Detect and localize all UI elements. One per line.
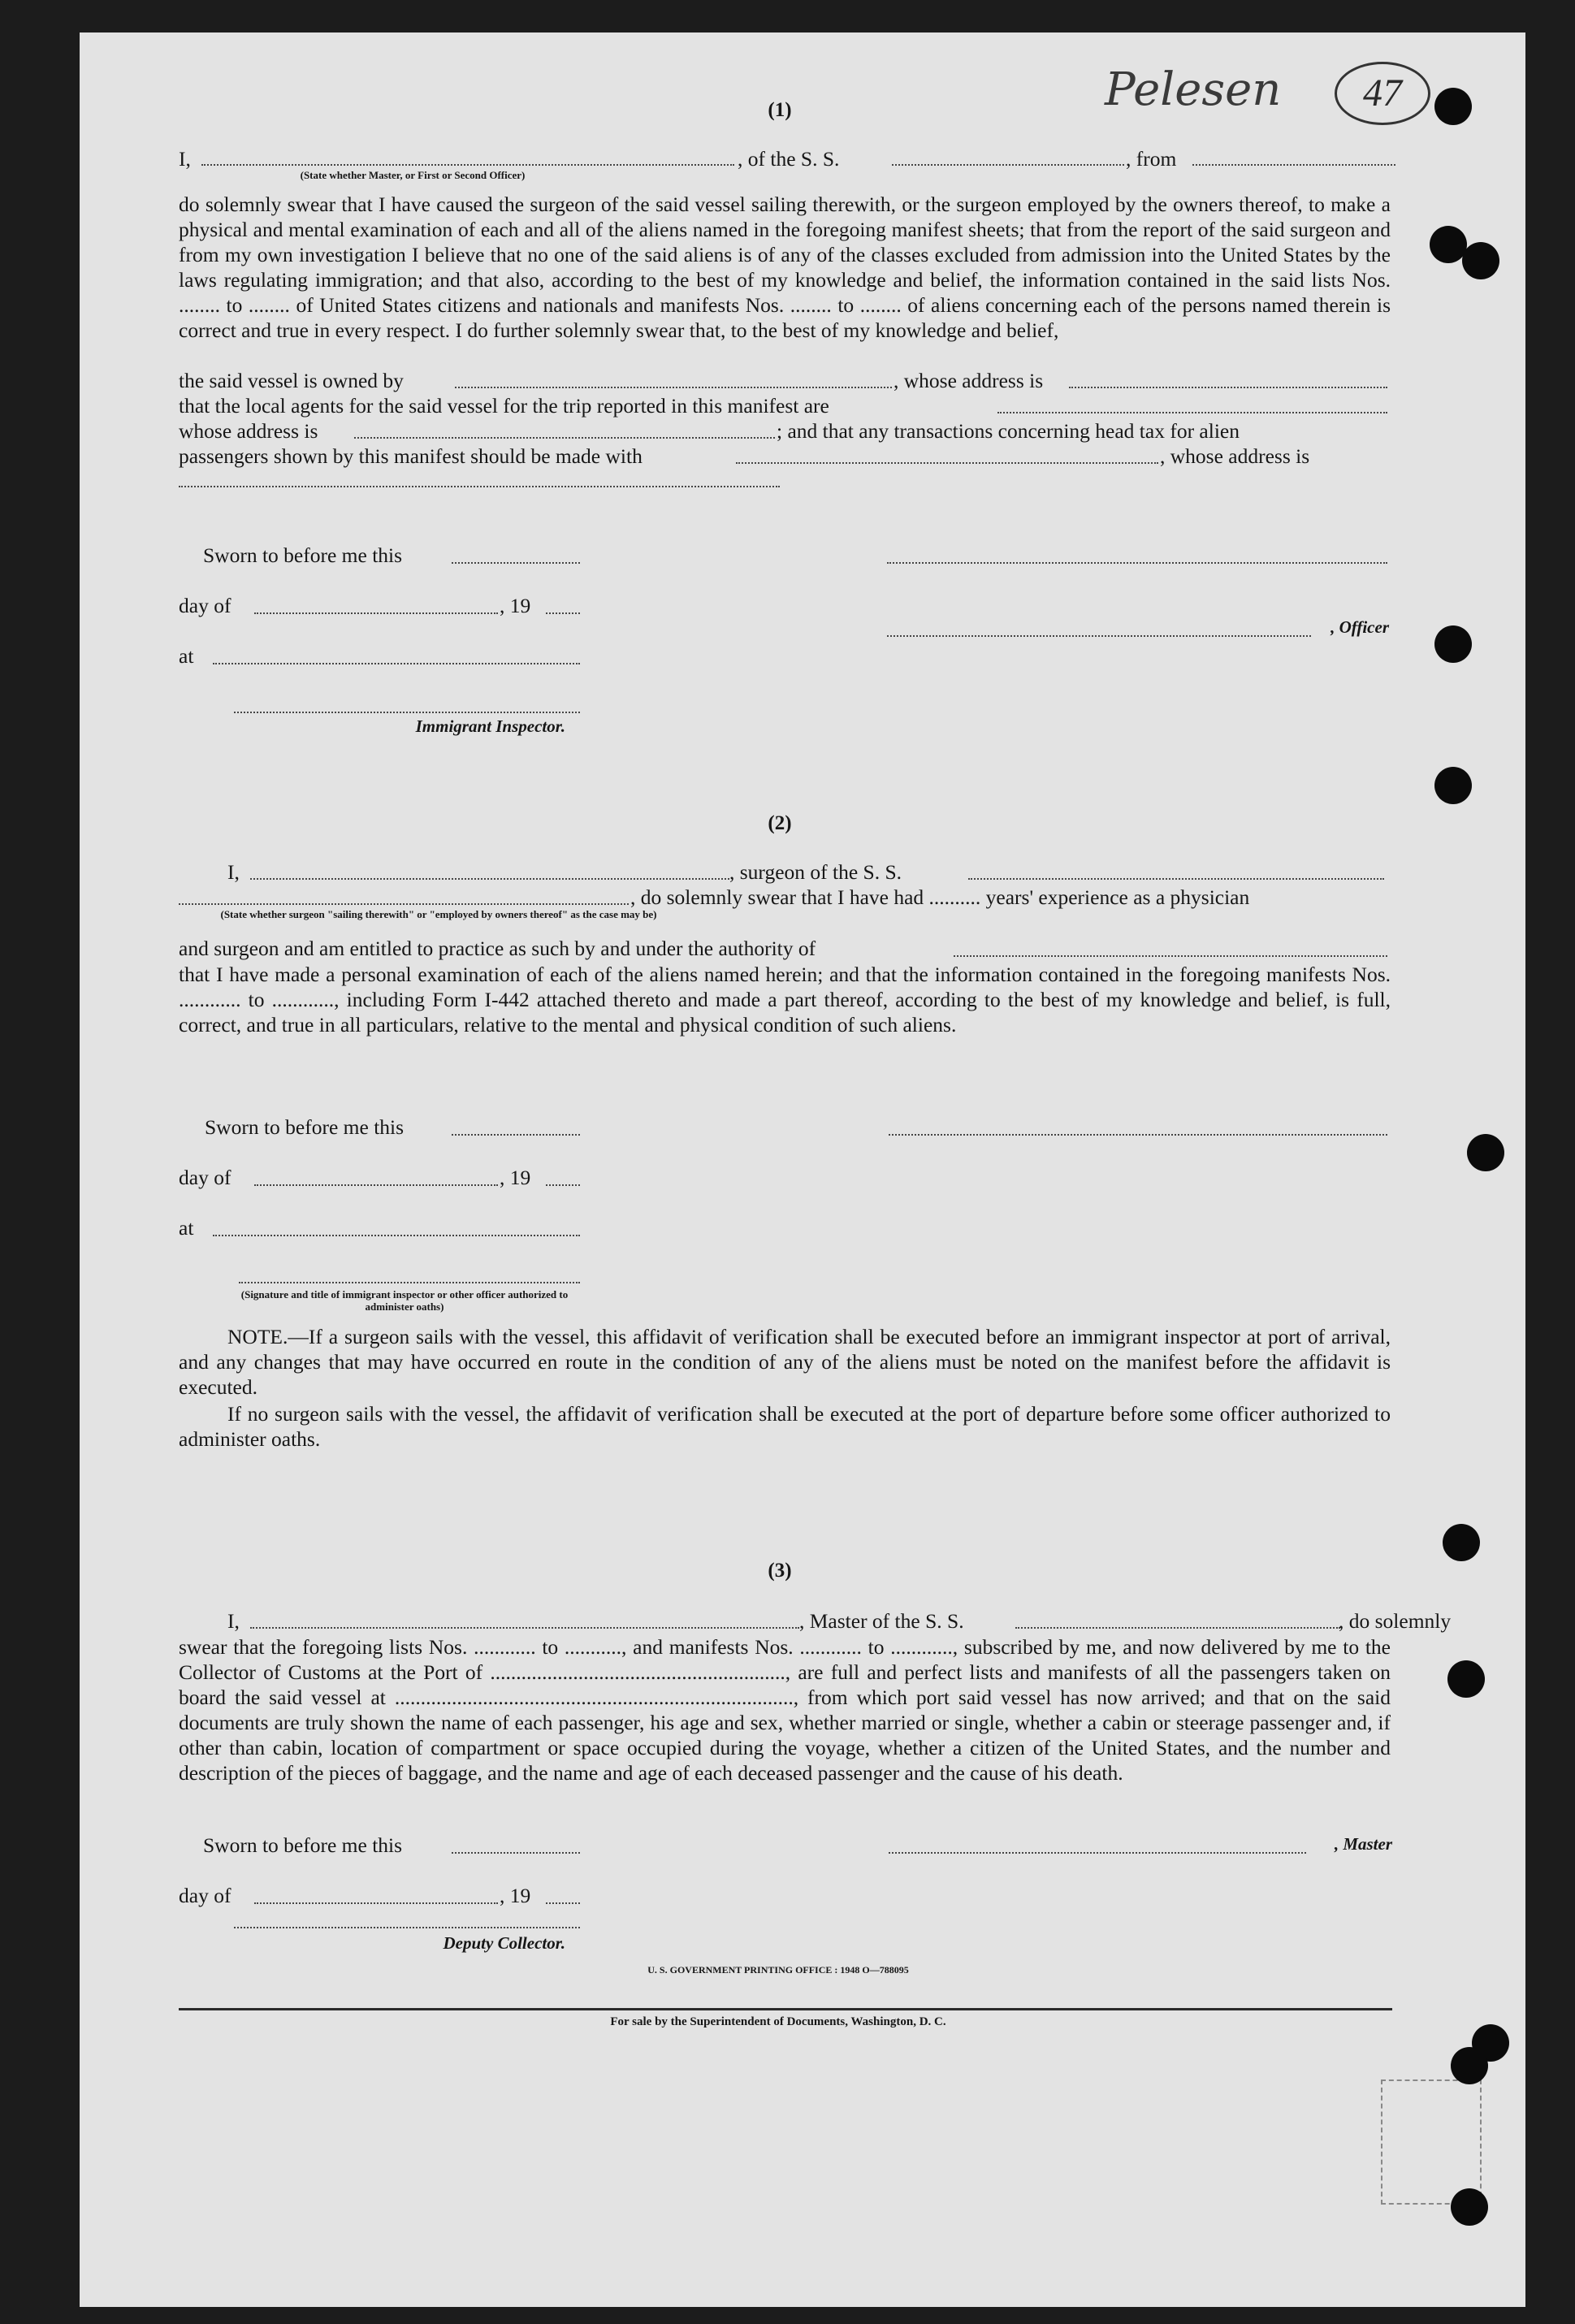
binder-hole — [1451, 2047, 1488, 2084]
handwritten-name: Pelesen — [1105, 63, 1282, 116]
s2-at-label: at — [179, 1216, 194, 1240]
s1-local-agents-label: that the local agents for the said vessel for the trip reported in this manifest are — [179, 394, 829, 418]
page-number-circle: 47 — [1335, 62, 1430, 125]
s1-day-field[interactable] — [254, 612, 498, 614]
s1-agents-address-field[interactable] — [354, 437, 775, 439]
s3-master-of-label: , Master of the S. S. — [799, 1609, 964, 1633]
s1-year-field[interactable] — [546, 612, 580, 614]
s1-sworn-label: Sworn to before me this — [203, 543, 403, 567]
s3-deputy-label: Deputy Collector. — [443, 1933, 565, 1953]
s2-authority-label: and surgeon and am entitled to practice as such by and under the authority of — [179, 937, 816, 960]
s1-officer-name-field[interactable] — [201, 164, 734, 166]
s1-year-label: , 19 — [500, 594, 531, 617]
s1-from-field[interactable] — [1192, 164, 1395, 166]
s1-i-label: I, — [179, 147, 191, 171]
s1-passengers-label: passengers shown by this manifest should be made with — [179, 444, 643, 468]
s3-do-solemnly-label: , do solemnly — [1339, 1609, 1452, 1633]
s3-day-of-label: day of — [179, 1884, 231, 1907]
section1-heading: (1) — [768, 99, 792, 121]
s1-whose-address-label: , whose address is — [894, 369, 1044, 392]
s3-master-label: , Master — [1334, 1834, 1392, 1854]
s1-head-tax-address-field[interactable] — [179, 486, 780, 487]
s3-year-label: , 19 — [500, 1884, 531, 1907]
s2-solemnly-label: , do solemnly swear that I have had .......... years' experience as a physician — [630, 885, 1250, 909]
s2-day-field[interactable] — [254, 1184, 498, 1186]
s1-officer-field[interactable] — [887, 635, 1311, 637]
s2-note-2: If no surgeon sails with the vessel, the affidavit of verification shall be executed at the port of departure before some officer authorized to administer oaths. — [179, 1402, 1391, 1451]
s3-year-field[interactable] — [546, 1902, 580, 1904]
s1-head-tax-label: ; and that any transactions concerning head tax for alien — [777, 419, 1240, 443]
s2-surgeon-type-field[interactable] — [179, 903, 629, 905]
s2-surgeon-of-label: , surgeon of the S. S. — [729, 860, 902, 884]
printing-office-line: U. S. GOVERNMENT PRINTING OFFICE : 1948 O—788095 — [647, 1964, 909, 1976]
s1-from-label: , from — [1126, 147, 1177, 171]
s2-authority-field[interactable] — [954, 955, 1387, 957]
s1-inspector-signature-field[interactable] — [234, 712, 580, 713]
s3-master-signature-field[interactable] — [889, 1852, 1306, 1854]
binder-hole — [1434, 625, 1472, 663]
s1-agents-field[interactable] — [997, 412, 1387, 413]
s1-at-label: at — [179, 644, 194, 668]
s2-sworn-label: Sworn to before me this — [205, 1115, 405, 1139]
s2-day-of-label: day of — [179, 1166, 231, 1189]
binder-hole — [1434, 767, 1472, 804]
s2-year-label: , 19 — [500, 1166, 531, 1189]
s2-at-field[interactable] — [213, 1235, 580, 1236]
s2-body: that I have made a personal examination of each of the aliens named herein; and that the information contained in the foregoing manifests Nos. ............ to ............, including Form I-442 attached thereto and made a part thereof, according to the best of my knowledge and belief, is full, correct, and true in all particulars, relative to the mental and physical condition of such aliens. — [179, 963, 1391, 1036]
s1-of-ss-label: , of the S. S. — [738, 147, 840, 171]
s3-vessel-field[interactable] — [1015, 1627, 1340, 1629]
for-sale-line: For sale by the Superintendent of Documents, Washington, D. C. — [610, 2015, 946, 2028]
s2-inspector-signature-field[interactable] — [239, 1282, 580, 1283]
footer-rule — [179, 2008, 1392, 2010]
s1-owner-address-field[interactable] — [1069, 387, 1387, 388]
s2-surgeon-signature-field[interactable] — [889, 1134, 1387, 1136]
s2-surgeon-name-field[interactable] — [250, 878, 729, 880]
s1-owner-field[interactable] — [455, 387, 892, 388]
document-page — [80, 32, 1525, 2307]
s3-deputy-signature-field[interactable] — [234, 1927, 580, 1928]
s1-officer-signature-field[interactable] — [887, 562, 1387, 564]
s1-sworn-field[interactable] — [452, 562, 580, 564]
s1-head-tax-agent-field[interactable] — [736, 462, 1158, 464]
s1-inspector-label: Immigrant Inspector. — [415, 716, 565, 736]
section2-heading: (2) — [768, 812, 792, 834]
s3-body: swear that the foregoing lists Nos. ............ to ..........., and manifests Nos. ............ to ............, subscribed by me, and now delivered by me to the Collector of Customs at the Port of ........................................................., are full and perfect lists and manifests of all the passengers taken on board the said vessel at ............................................................................., from which port said vessel has now arrived; and that on the said documents are truly shown the name of each passenger, his age and sex, whether married or single, whether a cabin or steerage passenger and, if other than cabin, location of compartment or space occupied during the voyage, whether a citizen of the United States, and the number and description of the pieces of baggage, and the name and age of each deceased passenger and the cause of his death. — [179, 1635, 1391, 1785]
binder-hole — [1430, 226, 1467, 263]
s2-vessel-field[interactable] — [968, 878, 1384, 880]
binder-hole — [1462, 242, 1499, 279]
s1-vessel-field[interactable] — [892, 164, 1124, 166]
section3-heading: (3) — [768, 1560, 792, 1582]
binder-hole — [1434, 88, 1472, 125]
s1-body: do solemnly swear that I have caused the surgeon of the said vessel sailing therewith, or the surgeon employed by the owners thereof, to make a physical and mental examination of each and all of the aliens named in the foregoing manifest sheets; that from the report of the said surgeon and from my own investigation I believe that no one of the said aliens is of any of the classes excluded from admission into the United States by the laws regulating immigration; and that also, according to the best of my knowledge and belief, the information contained in the said lists Nos. ........ to ........ of United States citizens and nationals and manifests Nos. ........ to ........ of aliens concerning each of the persons named therein is correct and true in every respect. I do further solemnly swear that, to the best of my knowledge and belief, — [179, 193, 1391, 342]
s1-officer-caption: (State whether Master, or First or Second Officer) — [300, 169, 526, 181]
s1-at-field[interactable] — [213, 663, 580, 664]
stamp-mark — [1381, 2079, 1482, 2205]
binder-hole — [1451, 2188, 1488, 2226]
s3-master-name-field[interactable] — [250, 1627, 799, 1629]
s2-sworn-field[interactable] — [452, 1134, 580, 1136]
s1-day-of-label: day of — [179, 594, 231, 617]
s1-officer-label: , Officer — [1331, 617, 1389, 637]
s3-i-label: I, — [227, 1609, 240, 1633]
s1-whose-address3-label: , whose address is — [1160, 444, 1310, 468]
s2-sig-caption: (Signature and title of immigrant inspector or other officer authorized to administer oaths) — [240, 1288, 569, 1313]
s3-sworn-label: Sworn to before me this — [203, 1833, 403, 1857]
s2-year-field[interactable] — [546, 1184, 580, 1186]
s2-i-label: I, — [227, 860, 240, 884]
s3-day-field[interactable] — [254, 1902, 498, 1904]
s2-surgeon-caption: (State whether surgeon "sailing therewith" or "employed by owners thereof" as the case may be) — [220, 908, 657, 920]
s2-note-1: NOTE.—If a surgeon sails with the vessel, this affidavit of verification shall be executed before an immigrant inspector at port of arrival, and any changes that may have occurred en route in the condition of any of the aliens must be noted on the manifest before the affidavit is executed. — [179, 1325, 1391, 1399]
binder-hole — [1443, 1524, 1480, 1561]
binder-hole — [1447, 1660, 1485, 1698]
s1-owned-label: the said vessel is owned by — [179, 369, 404, 392]
binder-hole — [1467, 1134, 1504, 1171]
s3-sworn-field[interactable] — [452, 1852, 580, 1854]
s1-whose-address2-label: whose address is — [179, 419, 318, 443]
